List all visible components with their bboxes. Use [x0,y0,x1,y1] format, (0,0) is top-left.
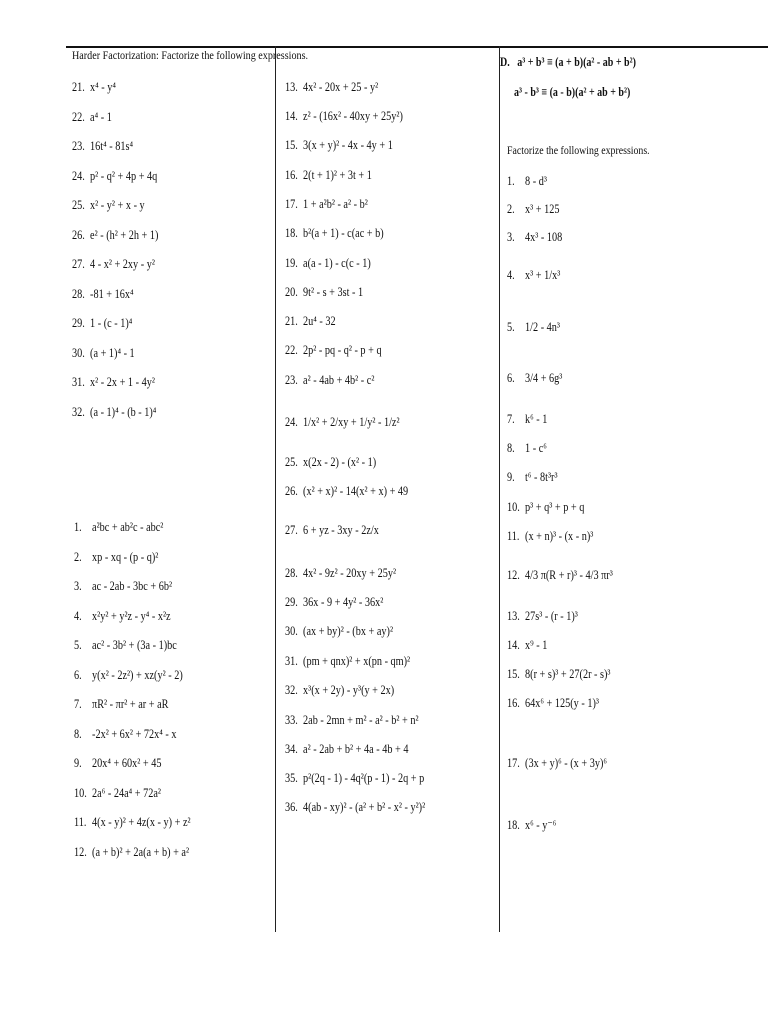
exercise-number: 19. [285,256,298,270]
exercise-expression: 4/3 π(R + r)³ - 4/3 πr³ [525,568,613,582]
exercise-expression: πR² - πr² + ar + aR [92,697,169,711]
exercise-item [74,786,161,800]
exercise-item [72,257,155,271]
exercise-expression: 4 - x² + 2xy - y² [90,257,155,271]
exercise-expression: 9t² - s + 3st - 1 [303,285,364,299]
exercise-number: 3. [507,230,515,244]
exercise-number: 5. [74,638,82,652]
exercise-item [285,683,394,697]
exercise-item [74,815,191,829]
exercise-item [285,256,371,270]
exercise-item [74,845,189,859]
exercise-expression: p²(2q - 1) - 4q²(p - 1) - 2q + p [303,771,425,785]
exercise-expression: x² - 2x + 1 - 4y² [90,375,155,389]
exercise-expression: 1/2 - 4n³ [525,320,561,334]
exercise-item [72,375,155,389]
exercise-item [74,550,158,564]
exercise-item [285,226,384,240]
exercise-item [74,727,177,741]
exercise-expression: 4(ab - xy)² - (a² + b² - x² - y²)² [303,800,426,814]
exercise-number: 7. [507,412,515,426]
exercise-number: 2. [507,202,515,216]
exercise-expression: e² - (h² + 2h + 1) [90,227,159,242]
exercise-expression: 2ab - 2mn + m² - a² - b² + n² [303,713,419,727]
exercise-number: 17. [507,756,520,770]
exercise-item [72,169,157,183]
exercise-number: 18. [507,818,520,832]
exercise-number: 1. [507,174,515,188]
exercise-number: 25. [285,455,298,469]
exercise-item [72,346,135,360]
exercise-number: 6. [507,371,515,385]
exercise-number: 12. [74,844,87,859]
exercise-number: 15. [507,667,520,681]
exercise-expression: ac - 2ab - 3bc + 6b² [92,579,173,593]
exercise-number: 11. [507,529,520,543]
exercise-expression: (a - 1)⁴ - (b - 1)⁴ [90,404,157,419]
exercise-number: 9. [507,470,515,484]
exercise-expression: x² - y² + x - y [90,198,145,212]
exercise-item [285,314,336,328]
exercise-item [507,202,560,216]
subheading: Factorize the following expressions. [507,143,650,157]
exercise-item [74,668,183,682]
exercise-item [507,667,610,681]
exercise-item [285,343,382,357]
exercise-item [285,373,374,387]
exercise-number: 23. [72,139,85,153]
exercise-number: 10. [74,785,87,800]
exercise-number: 33. [285,713,298,727]
exercise-number: 18. [285,226,298,240]
exercise-item [285,197,368,211]
exercise-expression: 4x² - 9z² - 20xy + 25y² [303,566,397,580]
exercise-item [507,609,578,623]
exercise-item [507,230,562,244]
exercise-expression: -2x² + 6x² + 72x⁴ - x [92,726,177,741]
exercise-expression: (3x + y)⁶ - (x + 3y)⁶ [525,756,607,770]
exercise-expression: x(2x - 2) - (x² - 1) [303,455,377,469]
exercise-number: 17. [285,197,298,211]
difference-of-cubes-identity: a³ - b³ ≡ (a - b)(a² + ab + b²) [514,85,631,99]
exercise-expression: 4x² - 20x + 25 - y² [303,80,379,94]
exercise-number: 29. [285,595,298,609]
exercise-expression: a² - 4ab + 4b² - c² [303,373,375,387]
exercise-number: 22. [285,343,298,357]
exercise-number: 4. [74,608,82,623]
exercise-expression: a²bc + ab²c - abc² [92,520,164,534]
exercise-number: 6. [74,667,82,682]
exercise-number: 34. [285,742,298,756]
exercise-expression: 1/x² + 2/xy + 1/y² - 1/z² [303,415,400,429]
exercise-number: 28. [72,286,85,301]
worksheet-heading: Harder Factorization: Factorize the following expressions. [72,50,309,62]
exercise-number: 36. [285,800,298,814]
exercise-expression: 1 + a²b² - a² - b² [303,197,368,211]
exercise-number: 4. [507,268,515,282]
exercise-number: 8. [74,726,82,741]
exercise-item [507,568,613,582]
exercise-expression: (x + n)³ - (x - n)³ [525,529,594,543]
top-rule [66,46,768,48]
exercise-expression: 2u⁴ - 32 [303,314,336,328]
exercise-expression: 8 - d³ [525,174,547,188]
exercise-number: 8. [507,441,515,455]
exercise-item [507,500,584,514]
exercise-item [72,139,133,153]
exercise-expression: x³ + 125 [525,202,560,216]
exercise-item [285,595,383,609]
exercise-expression: x⁶ - y⁻⁶ [525,818,557,832]
exercise-number: 5. [507,320,515,334]
exercise-item [72,316,132,330]
exercise-item [74,609,171,623]
exercise-item [507,268,560,282]
exercise-expression: x²y² + y²z - y⁴ - x²z [92,608,171,623]
exercise-item [285,109,403,123]
exercise-expression: x⁹ - 1 [525,638,548,652]
exercise-number: 13. [285,80,298,94]
exercise-number: 15. [285,138,298,152]
exercise-item [285,654,410,668]
exercise-item [285,566,396,580]
exercise-expression: 36x - 9 + 4y² - 36x² [303,595,384,609]
exercise-item [285,285,363,299]
exercise-number: 32. [285,683,298,697]
exercise-number: 27. [72,257,85,271]
exercise-item [285,415,400,429]
exercise-expression: (ax + by)² - (bx + ay)² [303,624,394,638]
exercise-number: 22. [72,109,85,124]
exercise-number: 27. [285,523,298,537]
exercise-expression: a(a - 1) - c(c - 1) [303,256,371,270]
exercise-expression: x⁴ - y⁴ [90,80,116,94]
exercise-item [72,228,158,242]
exercise-number: 30. [72,345,85,360]
exercise-item [507,371,562,385]
exercise-expression: a⁴ - 1 [90,109,112,124]
exercise-expression: a² - 2ab + b² + 4a - 4b + 4 [303,742,409,756]
exercise-item [74,756,162,770]
exercise-number: 24. [285,415,298,429]
exercise-item [74,579,172,593]
exercise-item [72,80,116,94]
exercise-expression: 3/4 + 6g³ [525,371,563,385]
exercise-item [507,696,599,710]
exercise-item [285,455,376,469]
exercise-number: 11. [74,815,87,829]
exercise-expression: p³ + q³ + p + q [525,500,585,514]
exercise-number: 16. [285,168,298,182]
exercise-number: 30. [285,624,298,638]
exercise-number: 26. [285,484,298,498]
exercise-expression: k⁶ - 1 [525,412,548,426]
exercise-expression: 16t⁴ - 81s⁴ [90,139,134,153]
exercise-number: 31. [72,375,85,389]
exercise-expression: 8(r + s)³ + 27(2r - s)³ [525,667,611,681]
exercise-item [285,523,379,537]
exercise-item [507,320,560,334]
exercise-expression: 2(t + 1)² + 3t + 1 [303,168,372,182]
exercise-item [72,287,134,301]
exercise-expression: 2a⁶ - 24a⁴ + 72a² [92,785,161,800]
exercise-expression: 1 - c⁶ [525,441,547,455]
exercise-item [285,800,425,814]
exercise-expression: 64x⁶ + 125(y - 1)³ [525,696,599,710]
exercise-number: 14. [507,638,520,652]
exercise-item [72,110,112,124]
exercise-item [285,624,393,638]
exercise-number: 2. [74,549,82,564]
exercise-item [507,412,547,426]
exercise-number: 13. [507,609,520,623]
exercise-expression: 2p² - pq - q² - p + q [303,343,382,357]
exercise-expression: t⁶ - 8t³r³ [525,470,558,484]
exercise-expression: (pm + qnx)² + x(pn - qm)² [303,654,411,668]
identity-section [500,55,636,69]
exercise-expression: 4(x - y)² + 4z(x - y) + z² [92,815,191,829]
exercise-item [507,174,547,188]
exercise-item [285,771,424,785]
exercise-number: 9. [74,756,82,770]
column-divider-1 [275,46,276,932]
exercise-expression: 1 - (c - 1)⁴ [90,316,133,330]
exercise-expression: p² - q² + 4p + 4q [90,168,158,183]
exercise-item [285,742,409,756]
exercise-expression: 4x³ - 108 [525,230,563,244]
exercise-item [285,168,372,182]
exercise-item [285,80,378,94]
exercise-expression: z² - (16x² - 40xy + 25y²) [303,109,403,123]
exercise-number: 35. [285,771,298,785]
exercise-item [285,138,393,152]
exercise-expression: (x² + x)² - 14(x² + x) + 49 [303,484,409,498]
exercise-expression: 27s³ - (r - 1)³ [525,609,578,623]
exercise-number: 14. [285,109,298,123]
exercise-number: 16. [507,696,520,710]
exercise-number: 12. [507,568,520,582]
exercise-expression: (a + b)² + 2a(a + b) + a² [92,844,190,859]
exercise-item [74,638,177,652]
exercise-number: 20. [285,285,298,299]
exercise-number: 10. [507,500,520,514]
exercise-item [285,484,408,498]
exercise-item [507,638,547,652]
exercise-number: 28. [285,566,298,580]
exercise-item [507,470,558,484]
exercise-number: 26. [72,227,85,242]
exercise-number: 29. [72,316,85,330]
exercise-item [74,697,168,711]
exercise-number: 32. [72,404,85,419]
exercise-item [285,713,419,727]
exercise-number: 25. [72,198,85,212]
exercise-number: 23. [285,373,298,387]
exercise-number: 21. [72,80,85,94]
exercise-item [507,756,607,770]
exercise-expression: x³ + 1/x³ [525,268,561,282]
exercise-item [74,520,163,534]
exercise-number: 1. [74,520,82,534]
section-label: D. [500,55,510,69]
exercise-expression: 3(x + y)² - 4x - 4y + 1 [303,138,393,152]
exercise-number: 24. [72,168,85,183]
exercise-expression: -81 + 16x⁴ [90,286,134,301]
exercise-expression: b²(a + 1) - c(ac + b) [303,226,384,240]
exercise-number: 31. [285,654,298,668]
exercise-item [507,441,547,455]
exercise-item [507,818,556,832]
exercise-item [507,529,593,543]
sum-of-cubes-identity: a³ + b³ ≡ (a + b)(a² - ab + b²) [517,55,636,69]
exercise-number: 3. [74,579,82,593]
exercise-expression: (a + 1)⁴ - 1 [90,345,135,360]
exercise-expression: xp - xq - (p - q)² [92,549,159,564]
exercise-expression: y(x² - 2z²) + xz(y² - 2) [92,667,183,682]
exercise-expression: 6 + yz - 3xy - 2z/x [303,523,379,537]
exercise-item [72,198,145,212]
exercise-expression: 20x⁴ + 60x² + 45 [92,756,162,770]
exercise-number: 21. [285,314,298,328]
exercise-number: 7. [74,697,82,711]
exercise-expression: x³(x + 2y) - y³(y + 2x) [303,683,395,697]
column-divider-2 [499,46,500,932]
exercise-expression: ac² - 3b² + (3a - 1)bc [92,638,177,652]
exercise-item [72,405,156,419]
